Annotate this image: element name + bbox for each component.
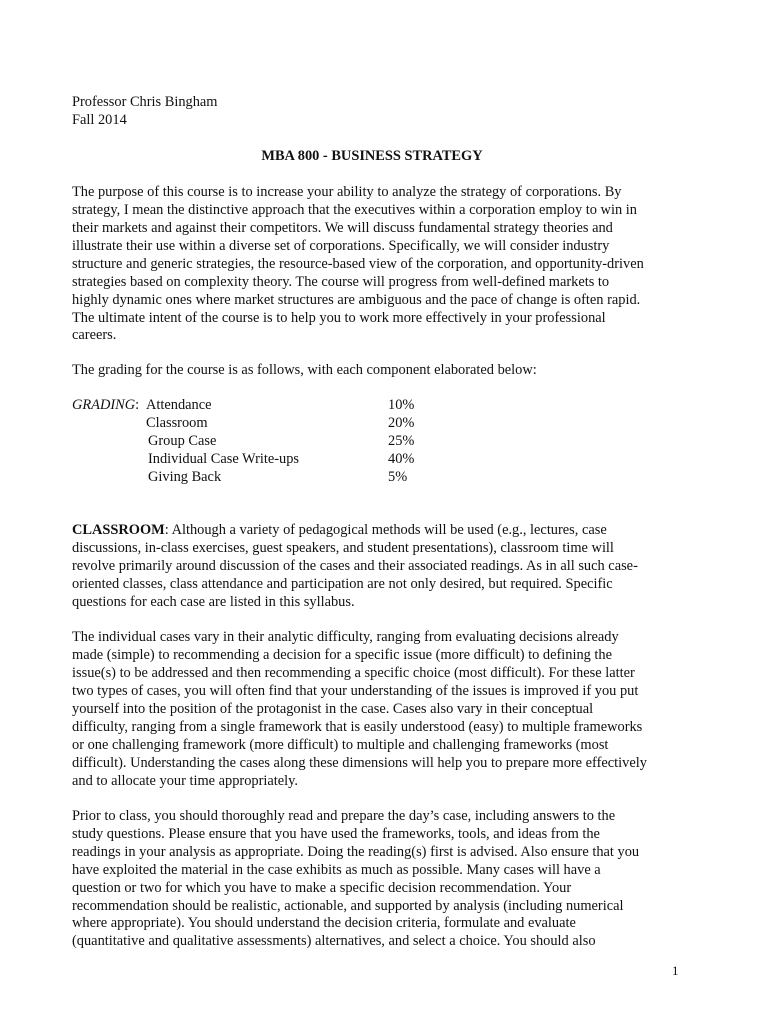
prior-line: study questions. Please ensure that you have used the frameworks, tools, and ideas from the	[72, 826, 600, 842]
grading-item-weight: 20%	[388, 415, 415, 431]
page-number: 1	[672, 963, 679, 978]
prior-line: have exploited the material in the case exhibits as much as possible. Many cases will have a	[72, 862, 601, 878]
cases-line: difficult). Understanding the cases along these dimensions will help you to prepare more effectively	[72, 755, 647, 771]
intro-line: strategies based on complexity theory. The course will progress from well-defined markets to	[72, 274, 610, 290]
prior-line: (quantitative and qualitative assessments) alternatives, and select a choice. You should also	[72, 933, 596, 949]
grading-label-wrap	[72, 397, 139, 415]
cases-line: and to allocate your time appropriately.	[72, 773, 299, 789]
grading-item-name: Giving Back	[148, 469, 222, 485]
grading-intro: The grading for the course is as follows, with each component elaborated below:	[72, 362, 537, 378]
grading-label: GRADING	[72, 397, 136, 413]
intro-line: highly dynamic ones where market structures are ambiguous and the pace of change is often rapid.	[72, 292, 641, 308]
classroom-line: discussions, in-class exercises, guest speakers, and student presentations), classroom time will	[72, 540, 614, 556]
prior-line: where appropriate). You should understand the decision criteria, formulate and evaluate	[72, 915, 576, 931]
classroom-line: revolve primarily around discussion of the cases and their associated readings. As in all such case-	[72, 558, 638, 574]
grading-item-weight: 10%	[388, 397, 415, 413]
cases-line: made (simple) to recommending a decision for a specific issue (more difficult) to defining the	[72, 647, 613, 663]
grading-item-weight: 25%	[388, 433, 415, 449]
prior-line: recommendation should be realistic, actionable, and supported by analysis (including numerical	[72, 898, 624, 914]
classroom-heading: CLASSROOM	[72, 522, 165, 538]
intro-line: their markets and against their competitors. We will discuss fundamental strategy theories and	[72, 220, 613, 236]
grading-item-weight: 5%	[388, 469, 408, 485]
intro-line: strategy, I mean the distinctive approach that the executives within a corporation employ to win in	[72, 202, 637, 218]
intro-line: The purpose of this course is to increase your ability to analyze the strategy of corporations. By	[72, 184, 622, 200]
classroom-line: questions for each case are listed in this syllabus.	[72, 594, 355, 610]
grading-item-name: Group Case	[148, 433, 217, 449]
term: Fall 2014	[72, 112, 127, 128]
intro-line: structure and generic strategies, the resource-based view of the corporation, and opportunity-driven	[72, 256, 644, 272]
cases-line: two types of cases, you will often find that your understanding of the issues is improved if you put	[72, 683, 639, 699]
cases-line: or one challenging framework (more difficult) to multiple and challenging frameworks (most	[72, 737, 609, 753]
prior-line: Prior to class, you should thoroughly read and prepare the day’s case, including answers to the	[72, 808, 616, 824]
grading-item-name: Individual Case Write-ups	[148, 451, 300, 467]
prior-line: readings in your analysis as appropriate. Doing the reading(s) first is advised. Also ensure that you	[72, 844, 640, 860]
cases-line: The individual cases vary in their analytic difficulty, ranging from evaluating decisions already	[72, 629, 619, 645]
intro-line: The ultimate intent of the course is to help you to work more effectively in your professional	[72, 310, 606, 326]
classroom-line: oriented classes, class attendance and participation are not only desired, but required. Specific	[72, 576, 613, 592]
classroom-line	[72, 522, 607, 540]
prior-line: question or two for which you have to make a specific decision recommendation. Your	[72, 880, 572, 896]
professor-name: Professor Chris Bingham	[72, 94, 218, 110]
intro-line: illustrate their use within a diverse set of corporations. Specifically, we will consider industry	[72, 238, 610, 254]
classroom-first-line: : Although a variety of pedagogical methods will be used (e.g., lectures, case	[164, 522, 607, 538]
cases-line: difficulty, ranging from a single framework that is easily understood (easy) to multiple frameworks	[72, 719, 643, 735]
page-title: MBA 800 - BUSINESS STRATEGY	[261, 148, 483, 164]
grading-item-name: Classroom	[146, 415, 208, 431]
grading-item-weight: 40%	[388, 451, 415, 467]
cases-line: issue(s) to be addressed and then recommending a specific choice (most difficult). For these latter	[72, 665, 635, 681]
cases-line: yourself into the position of the protagonist in the case. Cases also vary in their conceptual	[72, 701, 594, 717]
intro-line: careers.	[72, 327, 117, 343]
grading-item-name: Attendance	[146, 397, 212, 413]
grading-label-colon: :	[135, 397, 140, 413]
